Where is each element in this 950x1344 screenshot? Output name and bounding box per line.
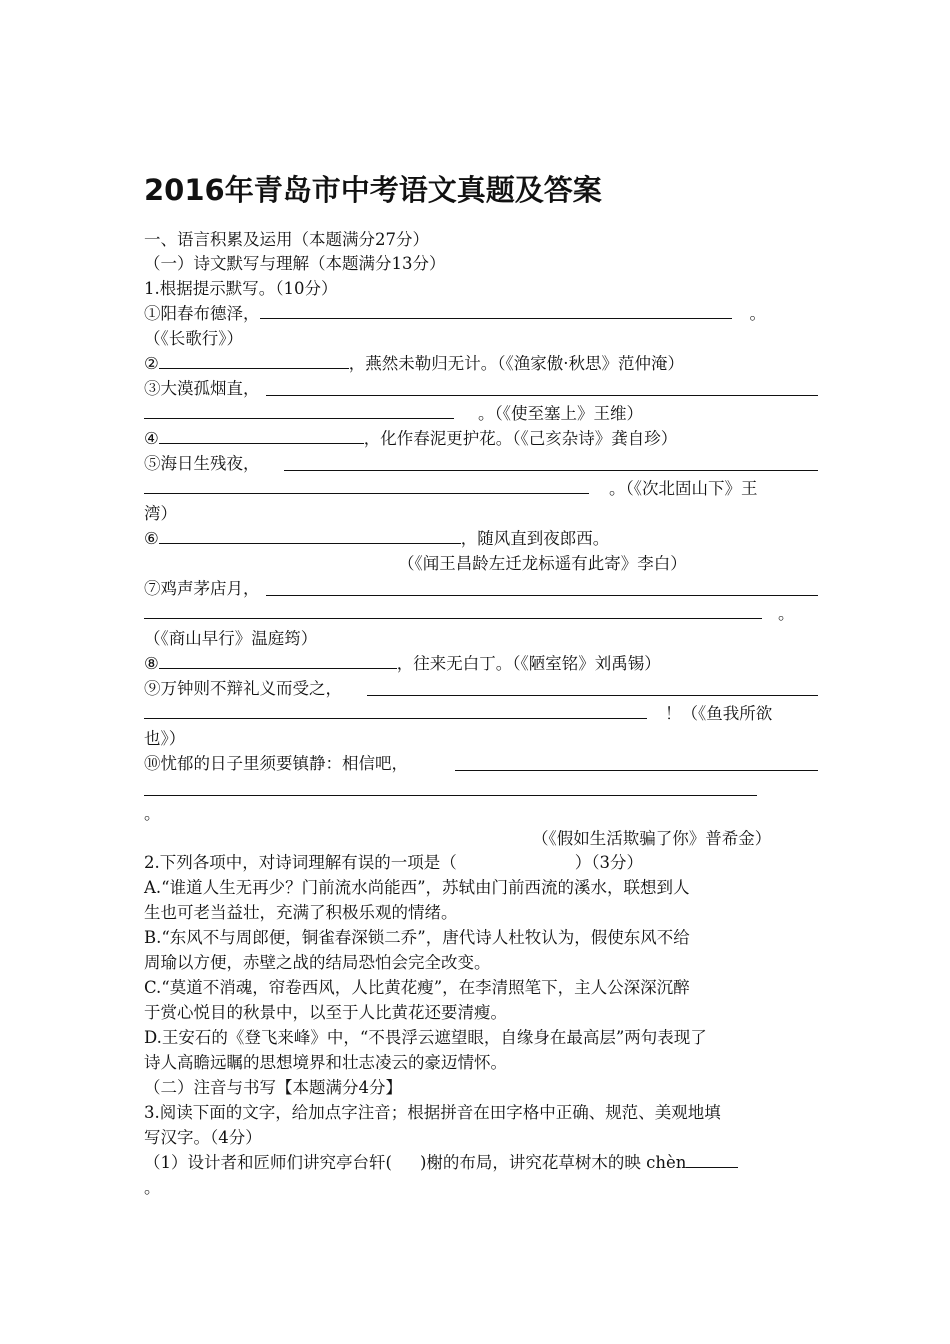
question-3-stem-cont: 写汉字。（4分） bbox=[144, 1128, 262, 1147]
answer-blank[interactable] bbox=[455, 770, 818, 771]
source-line: （《闻王昌龄左迁龙标遥有此寄》李白） bbox=[398, 554, 687, 573]
answer-blank[interactable] bbox=[144, 795, 757, 796]
question-3-stem: 3.阅读下面的文字，给加点字注音；根据拼音在田字格中正确、规范、美观地填 bbox=[144, 1103, 721, 1122]
option-a-cont: 生也可老当益壮，充满了积极乐观的情绪。 bbox=[144, 903, 458, 922]
blank-line-3-cont: 。（《使至塞上》王维） bbox=[144, 401, 818, 426]
question-2-stem: 2.下列各项中，对诗词理解有误的一项是（ ）（3分） bbox=[144, 853, 643, 872]
answer-blank[interactable] bbox=[159, 528, 461, 544]
source-line: 湾） bbox=[144, 504, 177, 523]
answer-blank[interactable] bbox=[159, 353, 349, 369]
line-end-mark: 。 bbox=[144, 804, 161, 823]
answer-blank[interactable] bbox=[159, 653, 397, 669]
answer-blank[interactable] bbox=[284, 470, 818, 471]
page-title: 2016年青岛市中考语文真题及答案 bbox=[144, 173, 602, 207]
blank-line-5-cont: 。（《次北固山下》王 bbox=[144, 476, 818, 501]
source-line: （《商山早行》温庭筠） bbox=[144, 629, 318, 648]
blank-line-2: ② ，燕然未勒归无计。（《渔家傲·秋思》范仲淹） bbox=[144, 354, 685, 373]
option-b: B.“东风不与周郎便，铜雀春深锁二乔”，唐代诗人杜牧认为，假使东风不给 bbox=[144, 928, 690, 947]
option-d: D.王安石的《登飞来峰》中，“不畏浮云遮望眼，自缘身在最高层”两句表现了 bbox=[144, 1028, 707, 1047]
blank-line-3: ③大漠孤烟直， bbox=[144, 379, 260, 398]
blank-line-4: ④ ，化作春泥更护花。（《己亥杂诗》龚自珍） bbox=[144, 429, 678, 448]
answer-blank[interactable] bbox=[266, 595, 818, 596]
section-heading: 一、语言积累及运用（本题满分27分） bbox=[144, 230, 429, 249]
option-c: C.“莫道不消魂，帘卷西风，人比黄花瘦”，在李清照笔下，主人公深深沉醉 bbox=[144, 978, 690, 997]
blank-line-5: ⑤海日生残夜， bbox=[144, 454, 260, 473]
question-3-part-1: （1）设计者和匠师们讲究亭台轩( )榭的布局，讲究花草树木的映 chèn bbox=[144, 1150, 818, 1175]
subsection-heading: （一）诗文默写与理解（本题满分13分） bbox=[144, 254, 446, 273]
source-line: （《长歌行》） bbox=[144, 329, 243, 348]
source-line: （《假如生活欺骗了你》普希金） bbox=[532, 829, 772, 848]
answer-blank[interactable] bbox=[144, 603, 762, 619]
answer-blank[interactable] bbox=[144, 403, 454, 419]
blank-line-9: ⑨万钟则不辩礼义而受之， bbox=[144, 679, 342, 698]
answer-blank[interactable] bbox=[260, 303, 732, 319]
answer-blank[interactable] bbox=[266, 395, 818, 396]
option-d-cont: 诗人高瞻远瞩的思想境界和壮志凌云的豪迈情怀。 bbox=[144, 1053, 507, 1072]
option-a: A.“谁道人生无再少？门前流水尚能西”，苏轼由门前西流的溪水，联想到人 bbox=[144, 878, 690, 897]
answer-blank[interactable] bbox=[144, 478, 589, 494]
blank-line-1: ①阳春布德泽， 。 bbox=[144, 304, 766, 323]
blank-line-7-cont: 。 bbox=[144, 601, 818, 626]
blank-line-6: ⑥ ，随风直到夜郎西。 bbox=[144, 529, 610, 548]
option-c-cont: 于赏心悦目的秋景中，以至于人比黄花还要清瘦。 bbox=[144, 1003, 507, 1022]
line-end-mark: 。 bbox=[144, 1178, 161, 1197]
blank-line-10: ⑩忧郁的日子里须要镇静：相信吧， bbox=[144, 754, 408, 773]
source-line: 也》） bbox=[144, 729, 186, 748]
answer-blank[interactable] bbox=[159, 428, 364, 444]
blank-line-9-cont: ！（《鱼我所欲 bbox=[144, 701, 818, 726]
subsection-heading: （二）注音与书写【本题满分4分】 bbox=[144, 1078, 402, 1097]
blank-line-8: ⑧ ，往来无白丁。（《陋室铭》刘禹锡） bbox=[144, 654, 661, 673]
answer-blank[interactable] bbox=[367, 695, 818, 696]
answer-blank[interactable] bbox=[686, 1152, 738, 1168]
question-1-stem: 1.根据提示默写。（10分） bbox=[144, 279, 338, 298]
option-b-cont: 周瑜以方便，赤壁之战的结局恐怕会完全改变。 bbox=[144, 953, 491, 972]
blank-line-7: ⑦鸡声茅店月， bbox=[144, 579, 260, 598]
answer-blank[interactable] bbox=[144, 703, 647, 719]
